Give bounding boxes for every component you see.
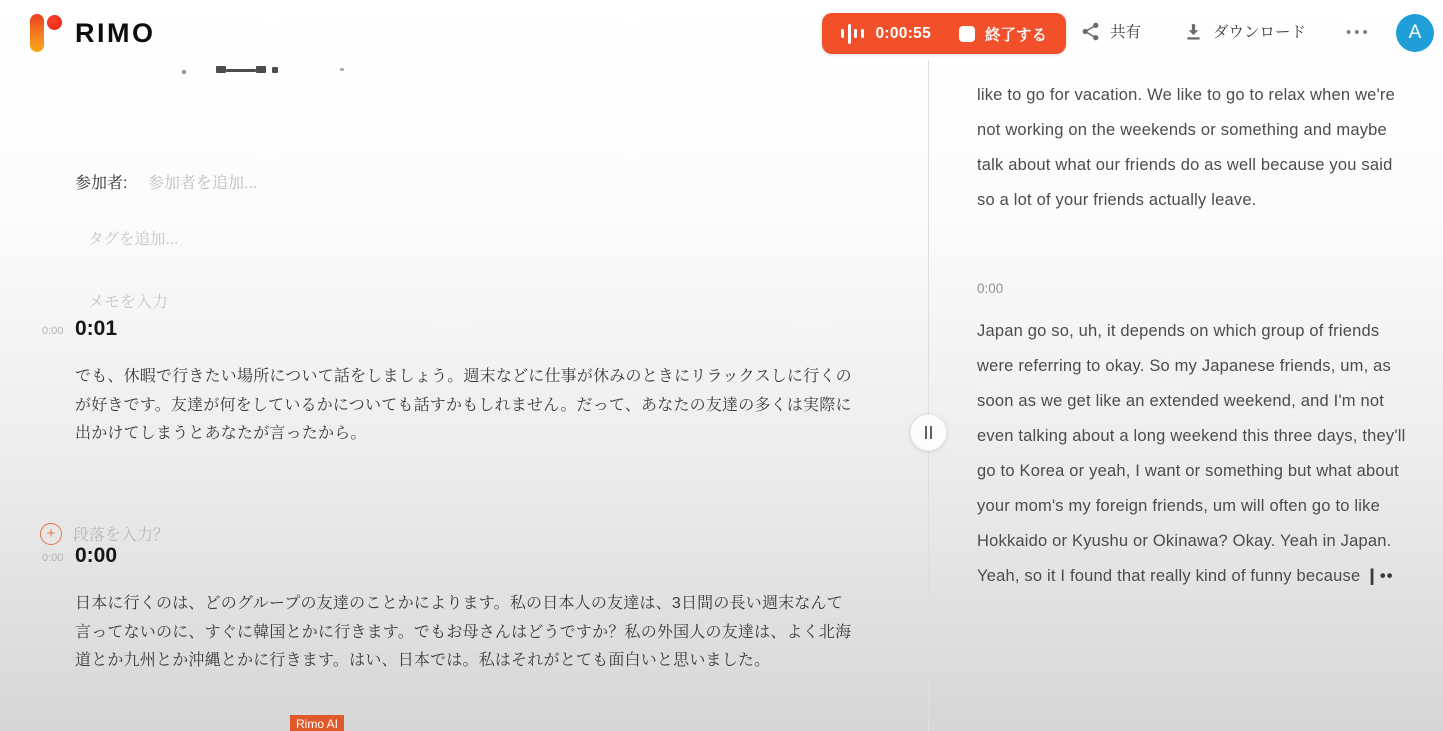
stop-icon: [959, 26, 975, 42]
stop-button-label: 終了する: [985, 26, 1048, 44]
segment-source-time: 0:00: [42, 552, 64, 564]
waveform-icon: [841, 24, 864, 44]
memo-input[interactable]: メモを入力: [88, 294, 169, 311]
rimo-logo[interactable]: [30, 13, 156, 53]
segment-timestamp[interactable]: 0:01: [75, 317, 118, 340]
rimo-logo-text: RIMO: [75, 17, 156, 48]
share-icon: [1080, 21, 1101, 42]
segment-timestamp[interactable]: 0:00: [75, 544, 118, 567]
panel-resize-handle[interactable]: [910, 414, 947, 451]
segment-timestamp-en: 0:00: [977, 281, 1004, 296]
tags-input[interactable]: タグを追加...: [88, 231, 179, 248]
english-transcript-panel[interactable]: [929, 60, 1443, 731]
rimo-logo-icon: [30, 13, 64, 53]
transcript-paragraph-en[interactable]: [977, 314, 1413, 594]
download-icon: [1183, 21, 1204, 42]
share-label: 共有: [1110, 24, 1142, 41]
share-button[interactable]: [1080, 20, 1141, 42]
recording-stop-button[interactable]: [822, 13, 1066, 54]
plus-icon: +: [40, 523, 62, 545]
transcript-paragraph-en[interactable]: like to go for vacation. We like to go to relax when we're not working on the weekends or something and maybe talk about what our friends do as well because you said so a lot of your friends actually leave.: [977, 86, 1395, 209]
avatar[interactable]: A: [1396, 14, 1434, 52]
live-typing-indicator: ❙••: [1365, 567, 1394, 585]
download-button[interactable]: [1183, 20, 1306, 42]
more-menu-button[interactable]: •••: [1346, 24, 1371, 41]
transcript-paragraph-ja[interactable]: 日本に行くのは、どのグループの友達のことかによります。私の日本人の友達は、3日間の長い週末なんて言ってないのに、すぐに韓国とかに行きます。でもお母さんはどうですか？私の外国人の友達は、よく北海道とか九州とか沖縄とかに行きます。はい、日本では。私はそれがとても面白いと思いました。: [75, 595, 852, 669]
add-paragraph-label: 段落を入力？: [73, 527, 170, 544]
segment-source-time: 0:00: [42, 325, 64, 337]
header-bar: [0, 0, 1443, 65]
participants-label: 参加者:: [75, 175, 128, 192]
transcript-text: Japan go so, uh, it depends on which group of friends were referring to okay. So my Japanese friends, um, as soon as we get like an extended weekend, and I'm not even talking about a long weekend this three days, they'll go to Korea or yeah, I want or something but what about your mom's my foreign friends, um will often go to like Hokkaido or Kyushu or Okinawa? Okay. Yeah in Japan. Yeah, so it I found that really kind of funny because: [977, 322, 1406, 585]
japanese-transcript-panel[interactable]: [0, 60, 928, 731]
recording-timer: 0:00:55: [875, 24, 932, 42]
participants-input[interactable]: 参加者を追加...: [148, 175, 258, 192]
add-paragraph-button[interactable]: [40, 522, 169, 545]
transcript-paragraph-ja[interactable]: でも、休暇で行きたい場所について話をしましょう。週末などに仕事が休みのときにリラックスしに行くのが好きです。友達が何をしているかについても話すかもしれません。だって、あなたの友達の多くは実際に出かけてしまうとあなたが言ったから。: [75, 368, 852, 442]
ai-cursor-flag: Rimo AI: [290, 715, 344, 731]
download-label: ダウンロード: [1213, 24, 1307, 41]
